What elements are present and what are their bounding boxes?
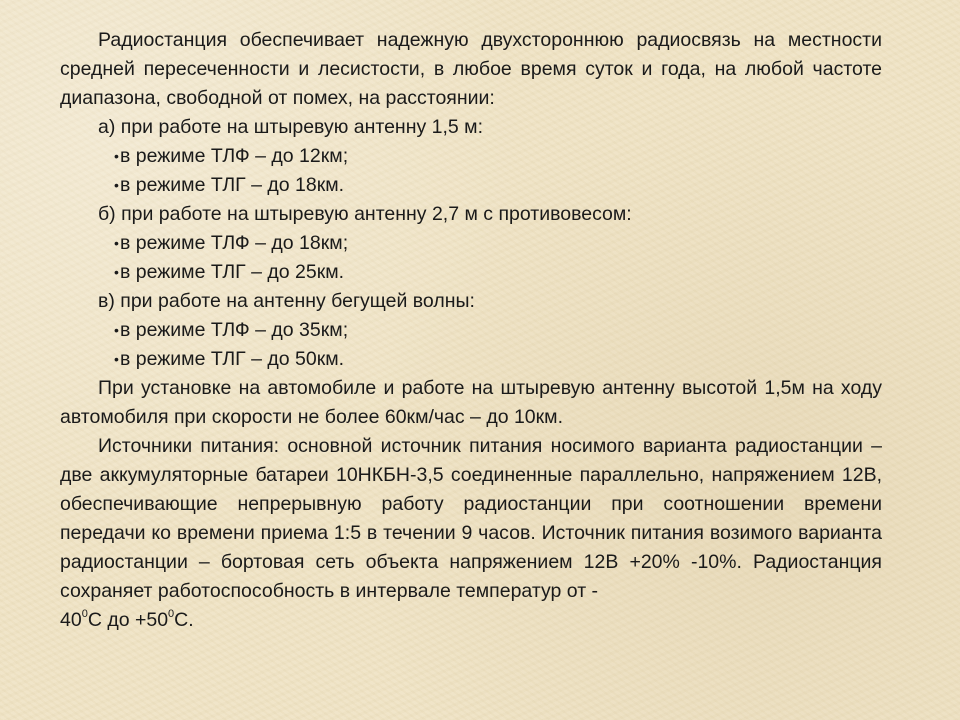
list-item	[60, 258, 882, 287]
list-item	[60, 142, 882, 171]
temp-middle: С до +50	[87, 609, 169, 631]
degree-sup-1: 0	[81, 607, 88, 620]
case-c-item-2: в режиме ТЛГ – до 50км.	[120, 348, 345, 370]
case-b-item-2: в режиме ТЛГ – до 25км.	[120, 261, 345, 283]
power-paragraph	[60, 432, 882, 635]
temp-from: 40	[60, 609, 82, 631]
case-a-item-1: в режиме ТЛФ – до 12км;	[120, 145, 349, 167]
case-c-heading: в) при работе на антенну бегущей волны:	[98, 290, 475, 312]
slide-body	[60, 26, 882, 635]
vehicle-paragraph: При установке на автомобиле и работе на штыревую антенну высотой 1,5м на ходу автомобиля при скорости не более 60км/час – до 10км.	[60, 377, 882, 428]
power-text: Источники питания: основной источник питания носимого варианта радиостанции – две аккумуляторные батареи 10НКБН-3,5 соединенные параллельно, напряжением 12В, обеспечивающие непрерывную работу радиостанции при соотношении времени передачи ко времени приема 1:5 в течении 9 часов. Источник питания возимого варианта радиостанции – бортовая сеть объекта напряжением 12В +20% -10%. Радиостанция сохраняет работоспособность в интервале температур от -	[60, 435, 882, 602]
list-item	[60, 345, 882, 374]
case-b-item-1: в режиме ТЛФ – до 18км;	[120, 232, 349, 254]
case-a-item-2: в режиме ТЛГ – до 18км.	[120, 174, 345, 196]
degree-sup-2: 0	[168, 607, 175, 620]
bullet-icon: •	[114, 264, 119, 280]
bullet-icon: •	[114, 322, 119, 338]
temp-end: С.	[174, 609, 194, 631]
list-item	[60, 316, 882, 345]
list-item	[60, 171, 882, 200]
bullet-icon: •	[114, 351, 119, 367]
list-item	[60, 229, 882, 258]
bullet-icon: •	[114, 148, 119, 164]
bullet-icon: •	[114, 177, 119, 193]
bullet-icon: •	[114, 235, 119, 251]
case-b-heading: б) при работе на штыревую антенну 2,7 м с противовесом:	[98, 203, 632, 225]
intro-paragraph: Радиостанция обеспечивает надежную двухстороннюю радиосвязь на местности средней пересеченности и лесистости, в любое время суток и года, на любой частоте диапазона, свободной от помех, на расстоянии:	[60, 29, 882, 109]
case-a-heading: а) при работе на штыревую антенну 1,5 м:	[98, 116, 483, 138]
case-c-item-1: в режиме ТЛФ – до 35км;	[120, 319, 349, 341]
